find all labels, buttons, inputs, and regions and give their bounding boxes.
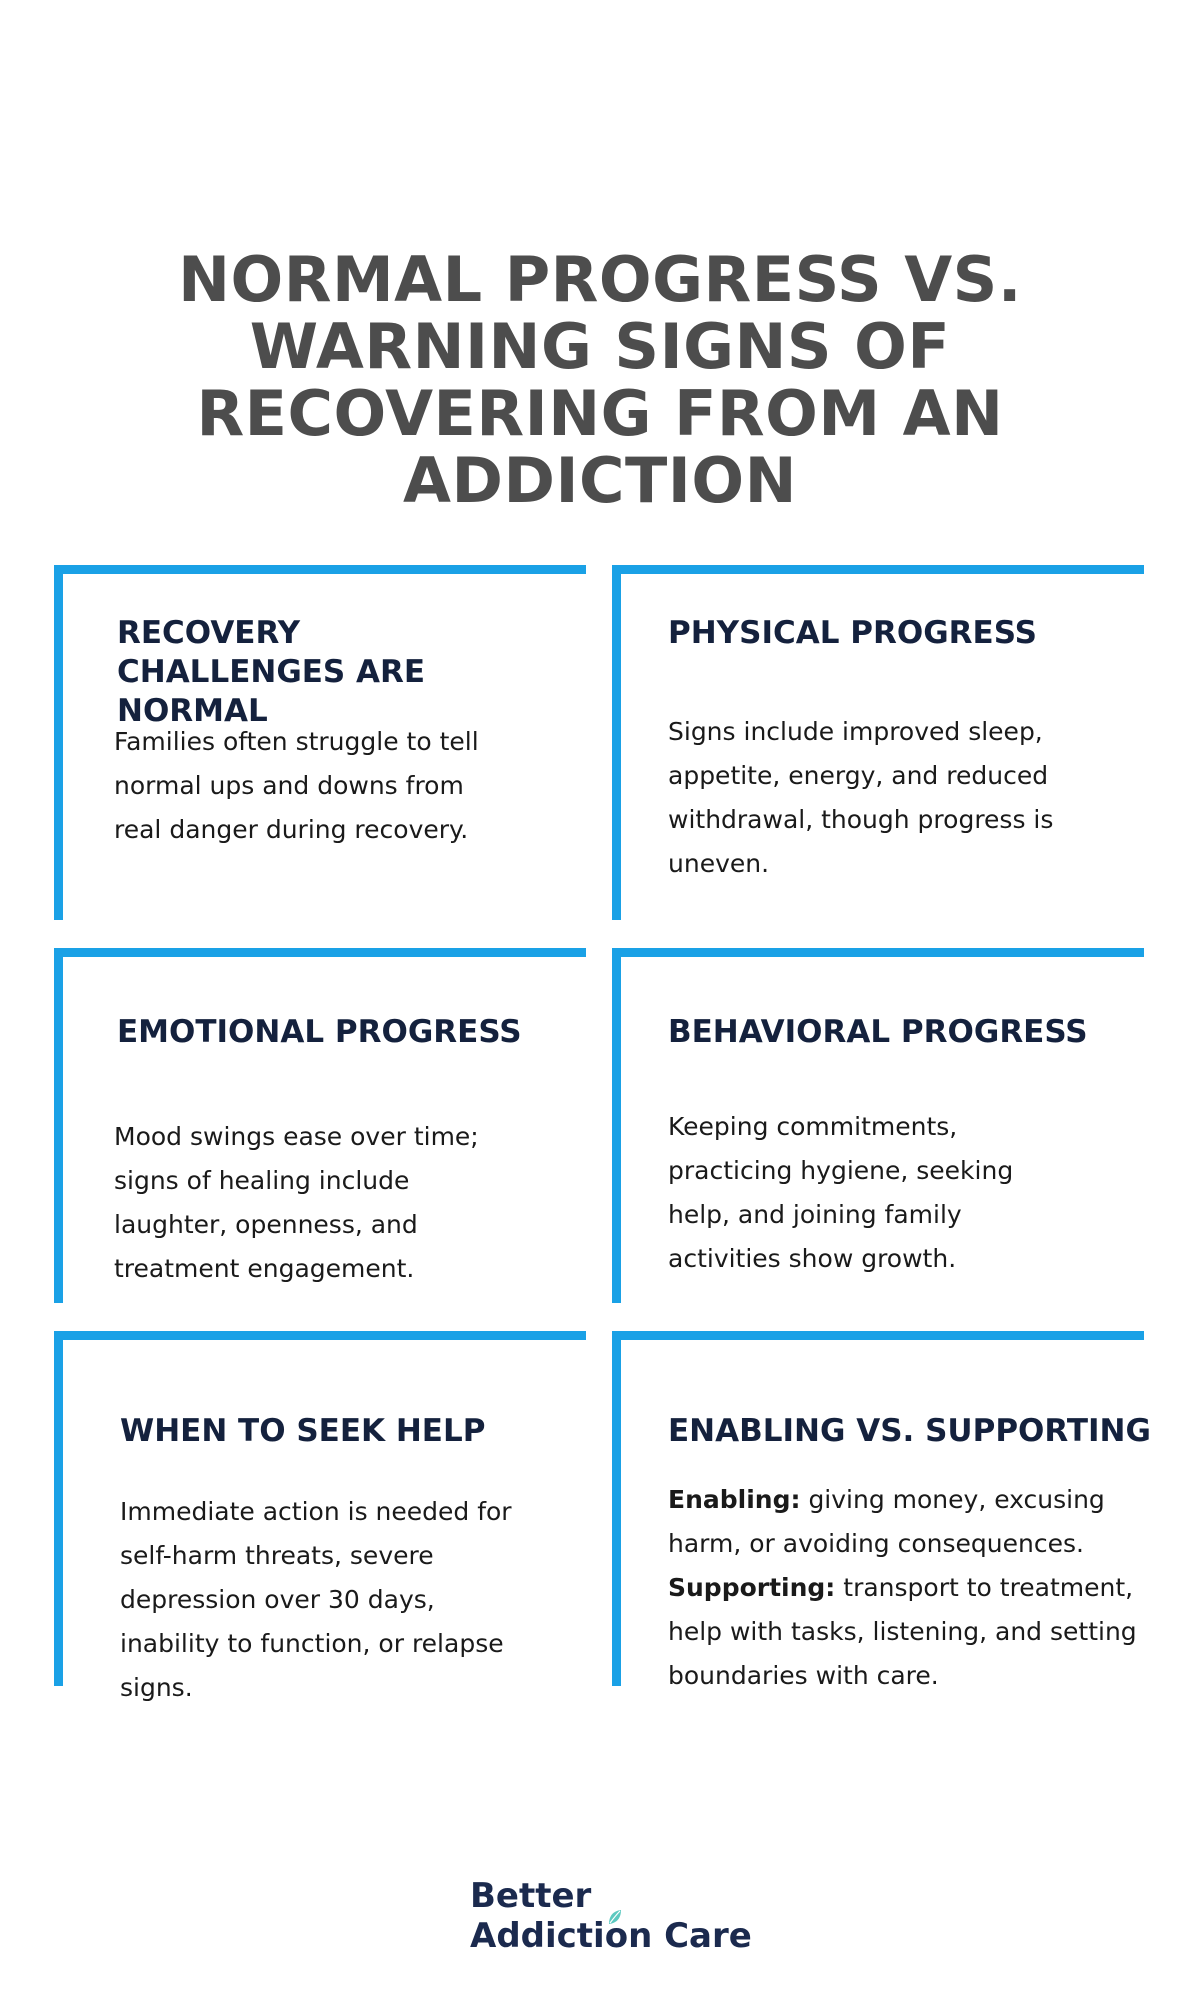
- card-title: EMOTIONAL PROGRESS: [117, 1014, 522, 1050]
- card-behavioral-progress: [612, 948, 1144, 1303]
- brand-logo: [470, 1876, 770, 1966]
- card-body: Immediate action is needed for self-harm threats, severe depression over 30 days, inability to function, or relapse signs.: [120, 1497, 512, 1702]
- card-title: BEHAVIORAL PROGRESS: [668, 1014, 1088, 1050]
- card-enabling-vs-supporting: [612, 1331, 1151, 1690]
- card-title: WHEN TO SEEK HELP: [120, 1413, 486, 1449]
- page-title: NORMAL PROGRESS VS. WARNING SIGNS OF RECOVERING FROM AN ADDICTION: [178, 243, 1022, 517]
- enabling-text: giving money, excusing harm, or avoiding consequences.: [668, 1485, 1105, 1558]
- card-when-to-seek-help: [54, 1331, 586, 1702]
- card-title: PHYSICAL PROGRESS: [668, 615, 1037, 651]
- card-emotional-progress: [54, 948, 586, 1303]
- card-body: Families often struggle to tell normal ups and downs from real danger during recovery.: [114, 727, 479, 844]
- card-physical-progress: [612, 565, 1144, 920]
- logo-line-1: Better: [470, 1876, 592, 1916]
- card-body: [668, 1478, 1153, 1698]
- card-recovery-challenges: [54, 565, 586, 920]
- supporting-label: Supporting:: [668, 1573, 836, 1602]
- card-body: Signs include improved sleep, appetite, energy, and reduced withdrawal, though progress is uneven.: [668, 717, 1054, 878]
- card-title: RECOVERY CHALLENGES ARE NORMAL: [117, 615, 426, 729]
- enabling-label: Enabling:: [668, 1485, 801, 1514]
- logo-line-2: Addiction Care: [470, 1916, 752, 1956]
- supporting-text: transport to treatment, help with tasks, listening, and setting boundaries with care.: [668, 1573, 1137, 1690]
- card-title: ENABLING VS. SUPPORTING: [668, 1413, 1151, 1449]
- card-body: Mood swings ease over time; signs of healing include laughter, openness, and treatment engagement.: [114, 1122, 479, 1283]
- card-body: Keeping commitments, practicing hygiene, seeking help, and joining family activities show growth.: [668, 1112, 1014, 1273]
